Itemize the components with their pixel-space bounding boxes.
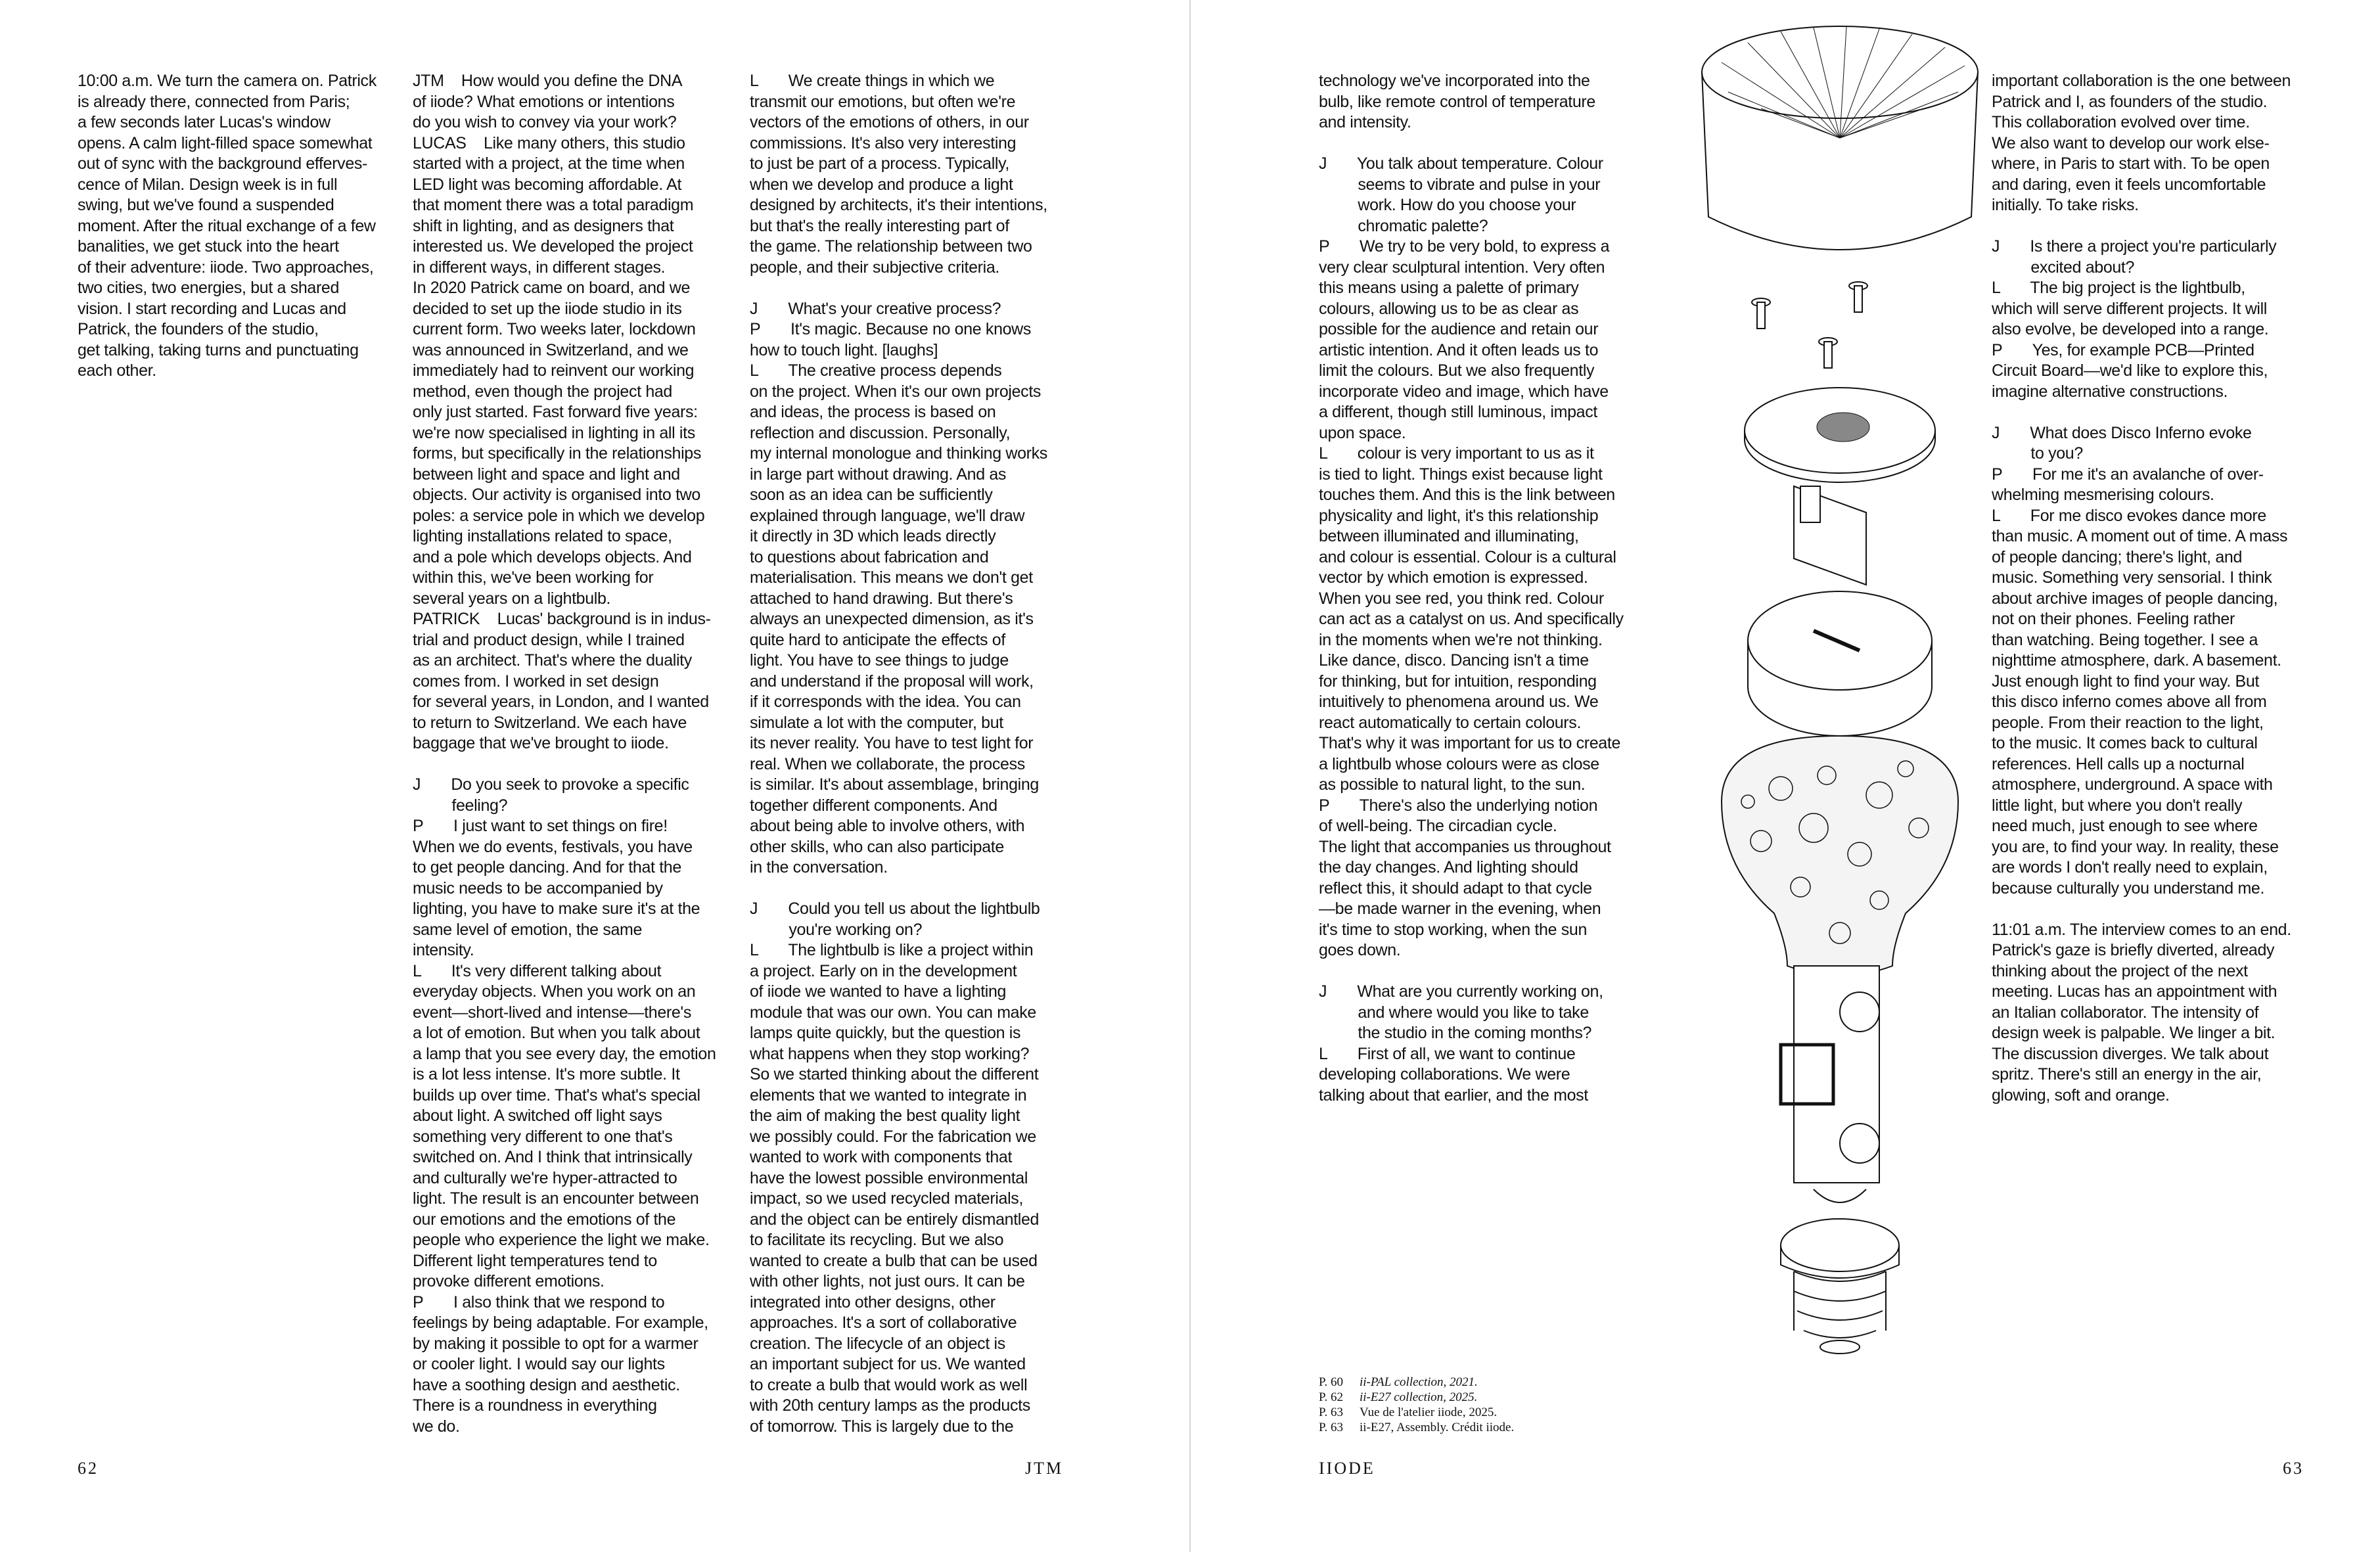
screws: [1752, 282, 1867, 368]
circuit-board: [1794, 486, 1866, 585]
right-column-2: important collaboration is the one between Patrick and I, as founders of the studio. This collaboration evolved over time. We also want to develop our work else- where, in Paris to start with. To be open and daring, even it feels uncomfortable initially. To take risks. J Is there a project you're particularly excited about? L The big project is the lightbulb, which will serve different projects. It will also evolve, be developed into a range. P Yes, for example PCB—Printed Circuit Board—we'd like to explore this, imagine alternative constructions. J What does Disco Inferno evoke to you? P For me it's an avalanche of over- whelming mesmerising colours. L For me disco evokes dance more than music. A moment out of time. A mass of people dancing; there's light, and music. Something very sensorial. I think about archive images of people dancing, not on their phones. Feeling rather than watching. Being together. I see a nighttime atmosphere, dark. A basement. Just enough light to find your way. But this disco inferno comes above all from people. From their reaction to the light, to the music. It comes back to cultural references. Hell calls up a nocturnal atmosphere, underground. A space with little light, but where you don't really need much, just enough to see where you are, to find your way. In reality, these are words I don't really need to explain, because culturally you understand me. 11:01 a.m. The interview comes to an end. Patrick's gaze is briefly diverted, already thinking about the project of the next meeting. Lucas has an appointment with an Italian collaborator. The intensity of design week is palpable. We linger a bit. The discussion diverges. We talk about spritz. There's still an energy in the air, glowing, soft and orange.: [1992, 72, 2291, 1105]
page-number-right: 63: [2283, 1459, 2304, 1478]
housing-cylinder: [1748, 591, 1932, 736]
left-column-2: JTM How would you define the DNA of iiode? What emotions or intentions do you wish to convey via your work? LUCAS Like many others, this studio started with a project, at the time when LED light was becoming affordable. At that moment there was a total paradigm shift in lighting, and as designers that interested us. We developed the project in different ways, in different stages. In 2020 Patrick came on board, and we decided to set up the iiode studio in its current form. Two weeks later, lockdown was announced in Switzerland, and we immediately had to reinvent our working method, even though the project had only just started. Fast forward five years: we're now specialised in lighting in all its forms, but specifically in the relationships between light and space and light and objects. Our activity is organised into two poles: a service pole in which we develop lighting installations related to space, and a pole which develops objects. And within this, we've been working for several years on a lightbulb. PATRICK Lucas' background is in indus- trial and product design, while I trained as an architect. That's where the duality comes from. I worked in set design for several years, in London, and I wanted to return to Switzerland. We each have baggage that we've brought to iiode. J Do you seek to provoke a specific feeling? P I just want to set things on fire! When we do events, festivals, you have to get people dancing. And for that the music needs to be accompanied by lighting, you have to make sure it's at the same level of emotion, the same intensity. L It's very different talking about everyday objects. When you work on an event—short-lived and intense—there's a lot of emotion. But when you talk about a lamp that you see every day, the emotion is a lot less intense. It's more subtle. It builds up over time. That's what's special about light. A switched off light says something very different to one that's switched on. And I think that intrinsically and culturally we're hyper-attracted to light. The result is an encounter between our emotions and the emotions of the people who experience the light we make. Different light temperatures tend to provoke different emotions. P I also think that we respond to feelings by being adaptable. For example, by making it possible to opt for a warmer or cooler light. I would say our lights have a soothing design and aesthetic. There is a roundness in everything we do.: [413, 72, 716, 1436]
running-head-left: JTM: [1025, 1459, 1064, 1478]
caption-item: P. 63 Vue de l'atelier iiode, 2025.: [1319, 1405, 1498, 1419]
heatsink-disc: [1745, 388, 1935, 482]
running-head-right: IIODE: [1319, 1459, 1375, 1478]
caption-item: P. 63 ii-E27, Assembly. Crédit iiode.: [1319, 1421, 1515, 1434]
page-gutter: [1189, 0, 1191, 1552]
lampshade-part: [1702, 26, 1978, 250]
left-column-1: 10:00 a.m. We turn the camera on. Patrick is already there, connected from Paris; a few seconds later Lucas's window opens. A calm light-filled space somewhat out of sync with the background efferves- cence of Milan. Design week is in full swing, but we've found a suspended moment. After the ritual exchange of a few banalities, we get stuck into the heart of their adventure: iiode. Two approaches, two cities, two energies, but a shared vision. I start recording and Lucas and Patrick, the founders of the studio, get talking, taking turns and punctuating each other.: [78, 72, 377, 380]
driver-mechanism: [1781, 966, 1879, 1202]
caption-item: P. 62 ii-E27 collection, 2025.: [1319, 1390, 1478, 1404]
image-captions: [1319, 1375, 1514, 1435]
caption-item: P. 60 ii-PAL collection, 2021.: [1319, 1375, 1478, 1389]
page-number-left: 62: [78, 1459, 99, 1478]
right-column-1: technology we've incorporated into the bulb, like remote control of temperature and intensity. J You talk about temperature. Colour seems to vibrate and pulse in your work. How do you choose your chromatic palette? P We try to be very bold, to express a very clear sculptural intention. Very often this means using a palette of primary colours, allowing us to be as clear as possible for the audience and retain our artistic intention. And it often leads us to limit the colours. But we also frequently incorporate video and image, which have a different, though still luminous, impact upon space. L colour is very important to us as it is tied to light. Things exist because light touches them. And this is the link between physicality and light, it's this relationship between illuminated and illuminating, and colour is essential. Colour is a cultural vector by which emotion is expressed. When you see red, you think red. Colour can act as a catalyst on us. And specifically in the moments when we're not thinking. Like dance, disco. Dancing isn't a time for thinking, but for intuition, responding intuitively to phenomena around us. We react automatically to certain colours. That's why it was important for us to create a lightbulb whose colours were as close as possible to natural light, to the sun. P There's also the underlying notion of well-being. The circadian cycle. The light that accompanies us throughout the day changes. And lighting should reflect this, it should adapt to that cycle —be made warner in the evening, when it's time to stop working, when the sun goes down. J What are you currently working on, and where would you like to take the studio in the coming months? L First of all, we want to continue developing collaborations. We were talking about that earlier, and the most: [1319, 72, 1624, 1105]
e27-screw-base: [1781, 1219, 1899, 1354]
diffuser-bulb: [1722, 736, 1958, 976]
left-column-3: L We create things in which we transmit our emotions, but often we're vectors of the emotions of others, in our commissions. It's also very interesting to just be part of a process. Typically, when we develop and produce a light designed by architects, it's their intentions, but that's the really interesting part of the game. The relationship between two people, and their subjective criteria. J What's your creative process? P It's magic. Because no one knows how to touch light. [laughs] L The creative process depends on the project. When it's our own projects and ideas, the process is based on reflection and discussion. Personally, my internal monologue and thinking works in large part without drawing. And as soon as an idea can be sufficiently explained through language, we'll draw it directly in 3D which leads directly to questions about fabrication and materialisation. This means we don't get attached to hand drawing. But there's always an unexpected dimension, as it's quite hard to anticipate the effects of light. You have to see things to judge and understand if the proposal will work, if it corresponds with the idea. You can simulate a lot with the computer, but its never reality. You have to test light for real. When we collaborate, the process is similar. It's about assemblage, bringing together different components. And about being able to involve others, with other skills, who can also participate in the conversation. J Could you tell us about the lightbulb you're working on? L The lightbulb is like a project within a project. Early on in the development of iiode we wanted to have a lighting module that was our own. You can make lamps quite quickly, but the question is what happens when they stop working? So we started thinking about the different elements that we wanted to integrate in the aim of making the best quality light we possibly could. For the fabrication we wanted to work with components that have the lowest possible environmental impact, so we used recycled materials, and the object can be entirely dismantled to facilitate its recycling. But we also wanted to create a bulb that can be used with other lights, not just ours. It can be integrated into other designs, other approaches. It's a sort of collaborative creation. The lifecycle of an object is an important subject for us. We wanted to create a bulb that would work as well with 20th century lamps as the products of tomorrow. This is largely due to the: [750, 72, 1047, 1436]
exploded-lightbulb-illustration: [1682, 0, 1998, 1367]
